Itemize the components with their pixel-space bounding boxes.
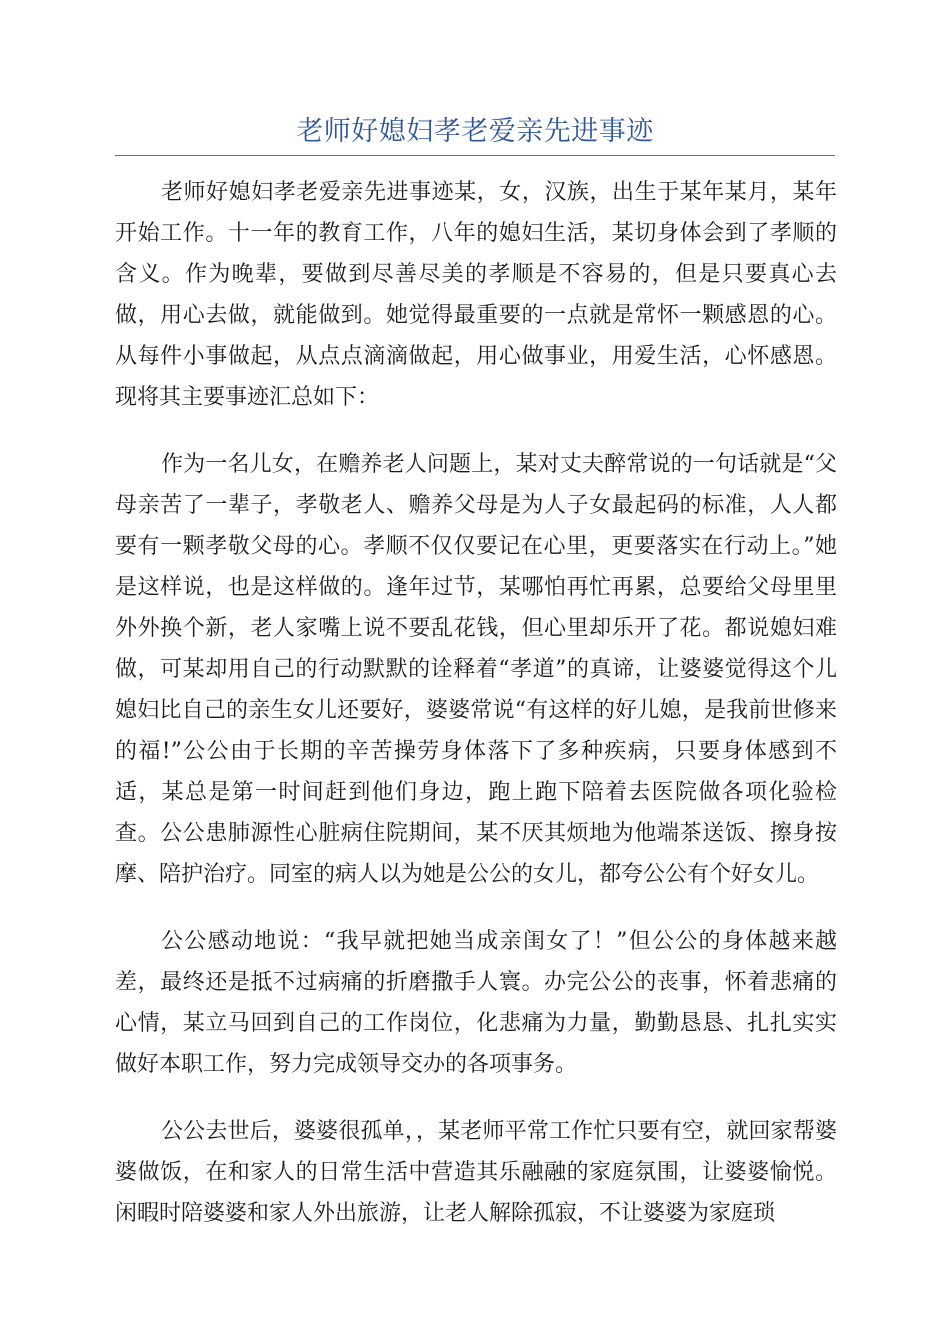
body-paragraph: 老师好媳妇孝老爱亲先进事迹某，女，汉族，出生于某年某月，某年开始工作。十一年的教育工作，八年的媳妇生活，某切身体会到了孝顺的含义。作为晚辈，要做到尽善尽美的孝顺是不容易的，但是只要真心去做，用心去做，就能做到。她觉得最重要的一点就是常怀一颗感恩的心。从每件小事做起，从点点滴滴做起，用心做事业，用爱生活，心怀感恩。现将其主要事迹汇总如下： (115, 180, 837, 410)
document-title: 老师好媳妇孝老爱亲先进事迹 (296, 116, 654, 147)
body-paragraph: 作为一名儿女，在赡养老人问题上，某对丈夫醉常说的一句话就是“父母亲苦了一辈子，孝敬老人、赡养父母是为人子女最起码的标准，人人都要有一颗孝敬父母的心。孝顺不仅仅要记在心里，更要落实在行动上。”她是这样说，也是这样做的。逢年过节，某哪怕再忙再累，总要给父母里里外外换个新，老人家嘴上说不要乱花钱，但心里却乐开了花。都说媳妇难做，可某却用自己的行动默默的诠释着“孝道”的真谛，让婆婆觉得这个儿媳妇比自己的亲生女儿还要好，婆婆常说“有这样的好儿媳，是我前世修来的福!”公公由于长期的辛苦操劳身体落下了多种疾病，只要身体感到不适，某总是第一时间赶到他们身边，跑上跑下陪着去医院做各项化验检查。公公患肺源性心脏病住院期间，某不厌其烦地为他端茶送饭、擦身按摩、陪护治疗。同室的病人以为她是公公的女儿，都夸公公有个好女儿。 (115, 452, 837, 887)
body-paragraph: 公公感动地说：“我早就把她当成亲闺女了！”但公公的身体越来越差，最终还是抵不过病痛的折磨撒手人寰。办完公公的丧事，怀着悲痛的心情，某立马回到自己的工作岗位，化悲痛为力量，勤勤恳恳、扎扎实实做好本职工作，努力完成领导交办的各项事务。 (115, 929, 837, 1077)
title-underline (115, 155, 835, 156)
document-body (115, 172, 837, 1260)
body-paragraph: 公公去世后，婆婆很孤单，，某老师平常工作忙只要有空，就回家帮婆婆做饭，在和家人的日常生活中营造其乐融融的家庭氛围，让婆婆愉悦。闲暇时陪婆婆和家人外出旅游，让老人解除孤寂，不让婆婆为家庭琐 (115, 1119, 837, 1226)
